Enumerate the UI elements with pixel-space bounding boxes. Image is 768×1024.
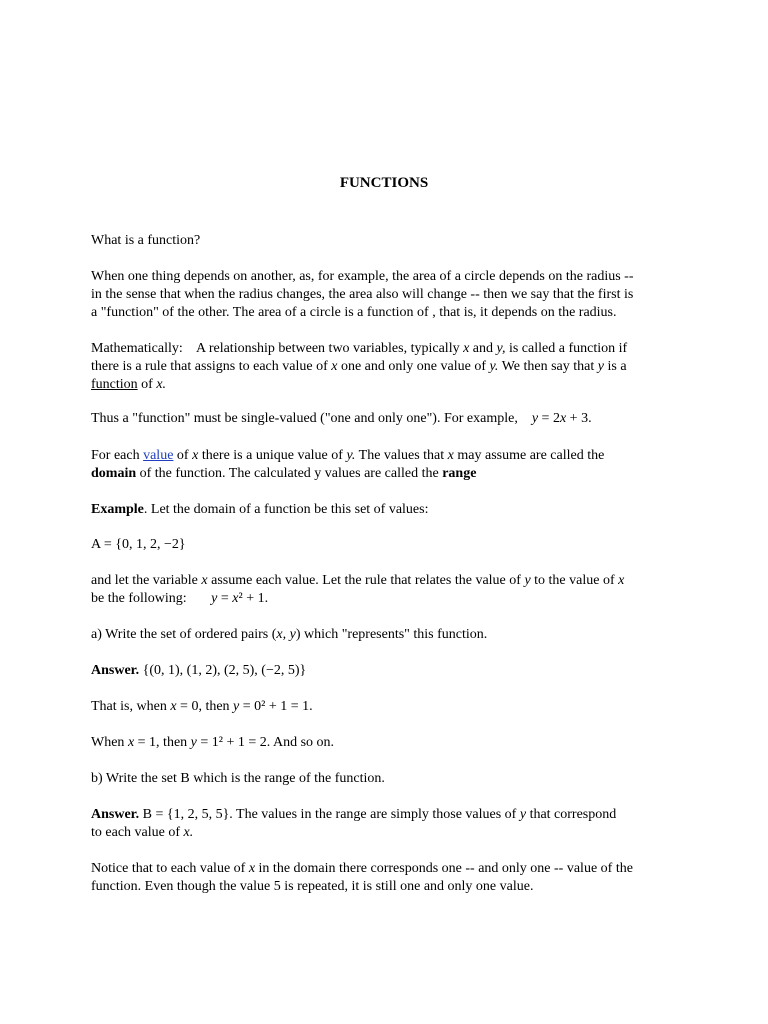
- when-line: [91, 734, 681, 752]
- math-line-2: [91, 358, 681, 376]
- var-y: y: [211, 591, 218, 606]
- intro-line-2: in the sense that when the radius changes, the area also will change -- then we say that the first is: [91, 287, 634, 302]
- notice-line-2: function. Even though the value 5 is repeated, it is still one and only one value.: [91, 879, 534, 894]
- question-text: ) which "represents" this function.: [295, 627, 488, 642]
- domain-text: may assume are called the: [457, 448, 605, 463]
- answer-1-paragraph: [91, 662, 681, 680]
- rule-text: to the value of: [534, 573, 615, 588]
- rule-text: ² + 1.: [238, 591, 269, 606]
- domain-line-2: [91, 465, 681, 483]
- var-y: y: [524, 573, 531, 588]
- var-x: x: [559, 411, 567, 426]
- var-y: y,: [496, 341, 506, 356]
- set-a-paragraph: [91, 536, 681, 554]
- rule-line-1: [91, 572, 681, 590]
- when-text: = 1, then: [137, 735, 188, 750]
- domain-term: domain: [91, 466, 137, 481]
- rule-text: and let the variable: [91, 573, 198, 588]
- example-label: Example: [91, 502, 144, 517]
- intro-line-3: a "function" of the other. The area of a circle is a function of , that is, it depends on the radius.: [91, 305, 617, 320]
- math-text: of: [141, 377, 153, 392]
- notice-text: in the domain there corresponds one -- and only one -- value of the: [258, 861, 633, 876]
- rule-text: be the following:: [91, 591, 187, 606]
- question-b-paragraph: [91, 770, 681, 788]
- var-x: x: [232, 591, 239, 606]
- domain-text: of: [176, 448, 189, 463]
- math-text: is a: [607, 359, 627, 374]
- var-y: y: [289, 627, 296, 642]
- math-text: one and only one value of: [340, 359, 486, 374]
- notice-text: Notice that to each value of: [91, 861, 246, 876]
- domain-text: For each: [91, 448, 140, 463]
- intro-paragraph: [91, 268, 681, 322]
- math-text: there is a rule that assigns to each value of: [91, 359, 328, 374]
- var-y: y: [190, 735, 197, 750]
- var-y: y: [597, 359, 604, 374]
- domain-text: there is a unique value of: [201, 448, 343, 463]
- rule-text: =: [220, 591, 229, 606]
- var-y: y.: [489, 359, 499, 374]
- when-text: = 1² + 1 = 2. And so on.: [200, 735, 335, 750]
- set-a-line: A = {0, 1, 2, −2}: [91, 537, 186, 552]
- equation-text: = 2: [541, 411, 560, 426]
- var-x: x: [618, 573, 625, 588]
- var-y: y: [519, 807, 527, 822]
- answer-label: Answer.: [91, 663, 140, 678]
- thus-text: Thus a "function" must be single-valued ("one and only one"). For example,: [91, 411, 518, 426]
- var-x: x: [201, 573, 208, 588]
- that-is-paragraph: [91, 698, 681, 716]
- answer-2-line-1: [91, 806, 681, 824]
- var-x: x.: [183, 825, 194, 840]
- answer-label: Answer.: [91, 807, 140, 822]
- notice-line-1: [91, 860, 681, 878]
- var-y: y: [531, 411, 539, 426]
- var-x: x: [447, 448, 454, 463]
- domain-line-1: [91, 447, 681, 465]
- page-title: FUNCTIONS: [339, 175, 429, 191]
- rule-line-2: [91, 590, 681, 608]
- math-label: Mathematically:: [91, 341, 183, 356]
- example-line: [91, 501, 681, 519]
- var-y: y: [233, 699, 240, 714]
- var-x: x: [463, 341, 470, 356]
- domain-range-paragraph: [91, 447, 681, 483]
- math-text: is called a function if: [508, 341, 628, 356]
- intro-line-1: When one thing depends on another, as, for example, the area of a circle depends on the radius --: [91, 269, 634, 284]
- question-b-line: b) Write the set B which is the range of the function.: [91, 771, 385, 786]
- that-text: That is, when: [91, 699, 167, 714]
- value-link[interactable]: value: [143, 448, 174, 463]
- answer-text: B = {1, 2, 5, 5}. The values in the range are simply those values of: [139, 807, 517, 822]
- domain-text: of the function. The calculated y values are called the: [139, 466, 439, 481]
- example-paragraph: [91, 501, 681, 519]
- question-a-line: [91, 626, 681, 644]
- math-line-1: [91, 340, 681, 358]
- var-y: y.: [346, 448, 356, 463]
- math-text: and: [472, 341, 494, 356]
- question-a-paragraph: [91, 626, 681, 644]
- that-text: = 0, then: [180, 699, 230, 714]
- mathematically-paragraph: [91, 340, 681, 394]
- math-text: A relationship between two variables, typically: [195, 341, 460, 356]
- question-what-is-function: [91, 232, 681, 250]
- domain-text: The values that: [358, 448, 445, 463]
- when-text: When: [91, 735, 125, 750]
- that-is-line: [91, 698, 681, 716]
- var-x: x: [127, 735, 135, 750]
- var-x: x: [331, 359, 338, 374]
- example-text: . Let the domain of a function be this set of values:: [143, 502, 429, 517]
- var-x: x: [248, 861, 256, 876]
- notice-paragraph: [91, 860, 681, 896]
- answer-text: {(0, 1), (1, 2), (2, 5), (−2, 5)}: [139, 663, 307, 678]
- answer-text: that correspond: [529, 807, 617, 822]
- var-x: x,: [276, 627, 287, 642]
- math-line-3: [91, 376, 681, 394]
- answer-text: to each value of: [91, 825, 181, 840]
- var-x: x: [170, 699, 177, 714]
- math-text: We then say that: [501, 359, 595, 374]
- question-text: What is a function?: [91, 233, 201, 248]
- answer-2-paragraph: [91, 806, 681, 842]
- when-paragraph: [91, 734, 681, 752]
- rule-text: assume each value. Let the rule that relates the value of: [211, 573, 521, 588]
- question-text: a) Write the set of ordered pairs (: [91, 627, 277, 642]
- single-valued-line: [91, 410, 681, 428]
- var-x: x: [192, 448, 199, 463]
- var-x: x.: [156, 377, 167, 392]
- equation-text: + 3.: [569, 411, 592, 426]
- single-valued-paragraph: [91, 410, 681, 428]
- rule-paragraph: [91, 572, 681, 608]
- function-term: function: [91, 377, 138, 392]
- answer-2-line-2: [91, 824, 681, 842]
- that-text: = 0² + 1 = 1.: [242, 699, 313, 714]
- answer-1-line: [91, 662, 681, 680]
- range-term: range: [442, 466, 477, 481]
